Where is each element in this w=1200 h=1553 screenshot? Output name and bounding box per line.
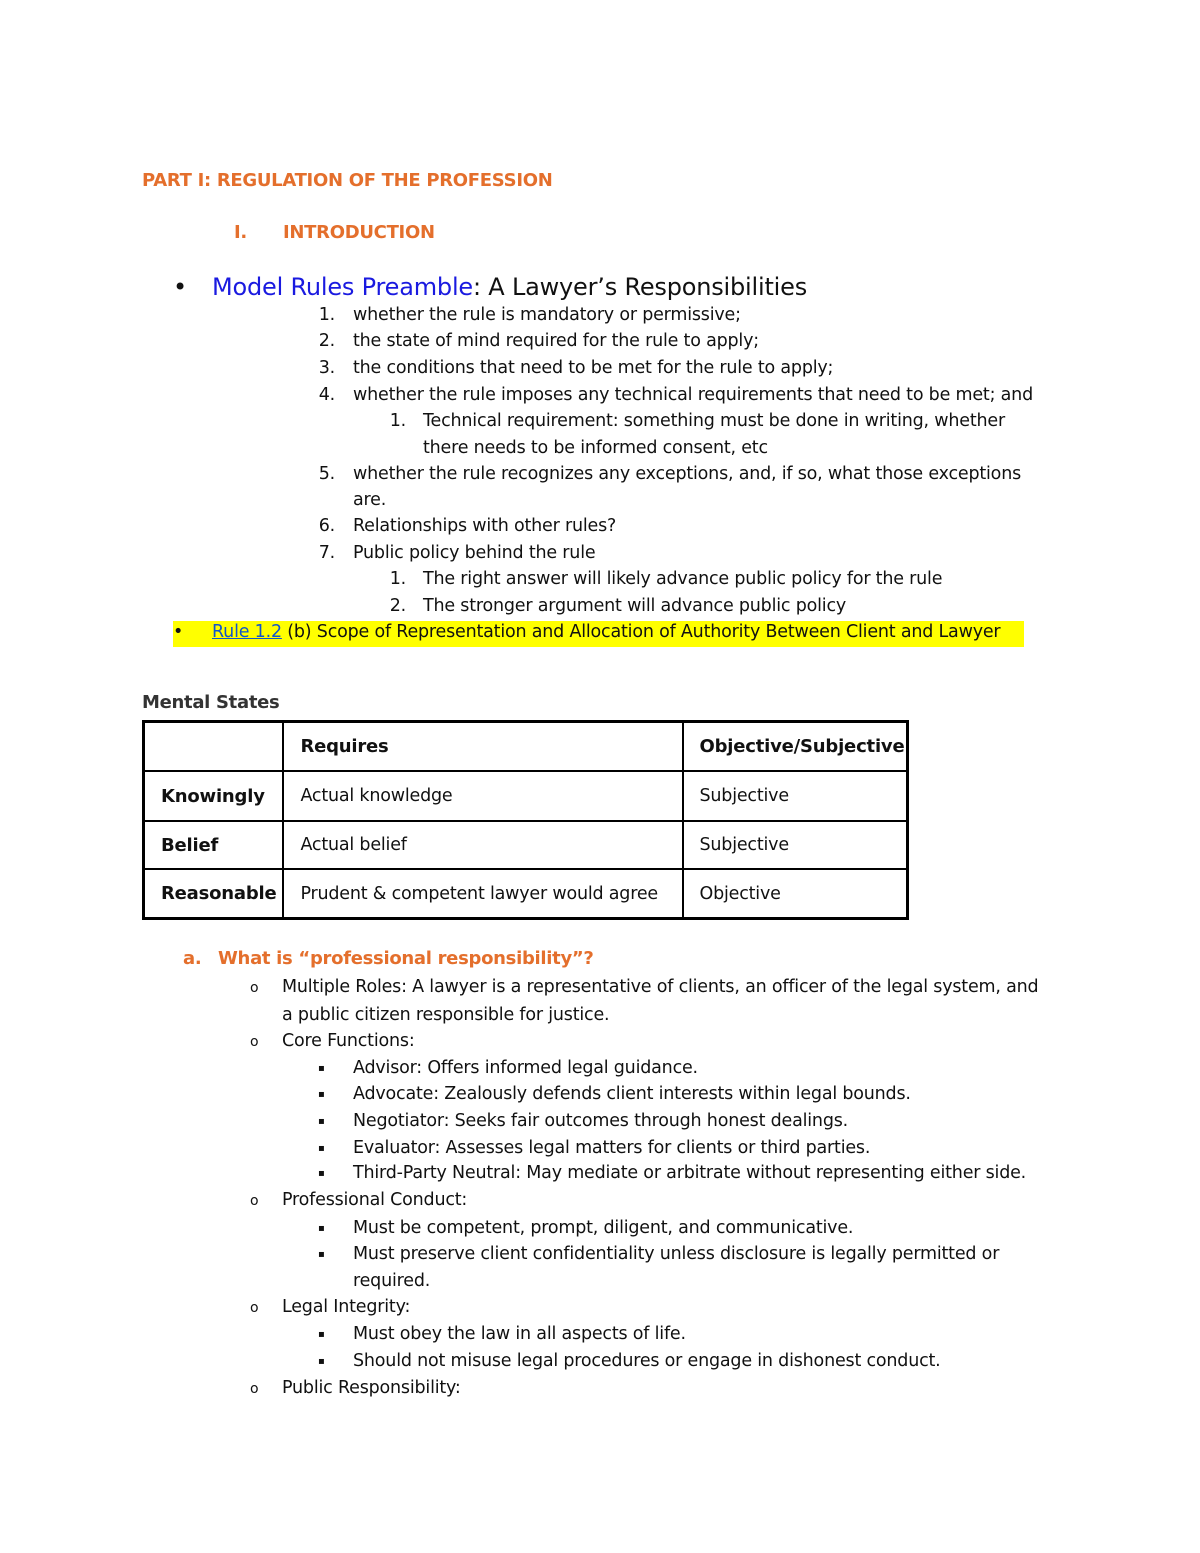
- list-number: 2.: [389, 596, 406, 616]
- bullet-dot: •: [173, 273, 187, 301]
- list-item: The right answer will likely advance public policy for the rule: [423, 569, 943, 589]
- section-title: INTRODUCTION: [283, 222, 435, 243]
- subsection-title: What is “professional responsibility”?: [218, 948, 594, 969]
- list-item: Relationships with other rules?: [353, 516, 617, 536]
- list-number: 2.: [318, 331, 335, 351]
- square-bullet: ▪: [318, 1223, 325, 1234]
- square-bullet: ▪: [318, 1168, 325, 1179]
- list-item-continuation: required.: [353, 1271, 431, 1291]
- list-item: Advisor: Offers informed legal guidance.: [353, 1058, 698, 1078]
- list-item-continuation: are.: [353, 490, 387, 510]
- list-item: the state of mind required for the rule to apply;: [353, 331, 759, 351]
- legal-integrity-label: Legal Integrity:: [282, 1297, 411, 1317]
- list-item: Public policy behind the rule: [353, 543, 596, 563]
- rule-description: (b) Scope of Representation and Allocation of Authority Between Client and Lawyer: [281, 622, 1001, 642]
- preamble-link[interactable]: Model Rules Preamble: [212, 273, 473, 301]
- multiple-roles-continuation: a public citizen responsible for justice.: [282, 1005, 610, 1025]
- table-cell: Actual belief: [283, 821, 682, 869]
- row-label: Belief: [144, 821, 284, 869]
- list-item: the conditions that need to be met for the rule to apply;: [353, 358, 834, 378]
- list-item: Should not misuse legal procedures or engage in dishonest conduct.: [353, 1351, 941, 1371]
- square-bullet: ▪: [318, 1329, 325, 1340]
- row-label: Knowingly: [144, 771, 284, 821]
- list-item: The stronger argument will advance public policy: [423, 596, 847, 616]
- table-header-row: [144, 722, 908, 772]
- mental-states-heading: Mental States: [142, 692, 280, 713]
- table-row: [144, 771, 908, 821]
- table-cell: Prudent & competent lawyer would agree: [283, 869, 682, 919]
- table-cell: Subjective: [683, 771, 908, 821]
- circle-bullet: o: [250, 1381, 259, 1397]
- circle-bullet: o: [250, 980, 259, 996]
- list-item: Negotiator: Seeks fair outcomes through honest dealings.: [353, 1111, 849, 1131]
- list-item: Must obey the law in all aspects of life.: [353, 1324, 686, 1344]
- table-header-cell: Objective/Subjective: [683, 722, 908, 772]
- list-item: whether the rule is mandatory or permissive;: [353, 305, 741, 325]
- table-cell: Actual knowledge: [283, 771, 682, 821]
- list-number: 5.: [318, 464, 335, 484]
- section-numeral: I.: [234, 222, 247, 243]
- list-number: 6.: [318, 516, 335, 536]
- multiple-roles-text: Multiple Roles: A lawyer is a representative of clients, an officer of the legal system, and: [282, 977, 1039, 997]
- list-item: Must be competent, prompt, diligent, and communicative.: [353, 1218, 854, 1238]
- list-number: 1.: [318, 305, 335, 325]
- square-bullet: ▪: [318, 1063, 325, 1074]
- list-item: Third-Party Neutral: May mediate or arbitrate without representing either side.: [353, 1163, 1027, 1183]
- rule-bullet-text: [212, 622, 1000, 642]
- preamble-heading: [212, 273, 807, 301]
- subsection-letter: a.: [183, 948, 202, 969]
- professional-conduct-label: Professional Conduct:: [282, 1190, 468, 1210]
- mental-states-table: [142, 720, 909, 920]
- table-header-cell: Requires: [283, 722, 682, 772]
- table-row: [144, 869, 908, 919]
- table-cell: Objective: [683, 869, 908, 919]
- list-number: 1.: [389, 411, 406, 431]
- table-cell: Subjective: [683, 821, 908, 869]
- public-responsibility-label: Public Responsibility:: [282, 1378, 461, 1398]
- circle-bullet: o: [250, 1034, 259, 1050]
- square-bullet: ▪: [318, 1143, 325, 1154]
- list-number: 4.: [318, 385, 335, 405]
- square-bullet: ▪: [318, 1249, 325, 1260]
- list-item: Technical requirement: something must be done in writing, whether: [423, 411, 1005, 431]
- rule-link[interactable]: Rule 1.2: [212, 622, 282, 642]
- part-title: PART I: REGULATION OF THE PROFESSION: [142, 170, 553, 191]
- list-number: 3.: [318, 358, 335, 378]
- circle-bullet: o: [250, 1300, 259, 1316]
- list-item: whether the rule imposes any technical requirements that need to be met; and: [353, 385, 1033, 405]
- table-row: [144, 821, 908, 869]
- square-bullet: ▪: [318, 1089, 325, 1100]
- circle-bullet: o: [250, 1193, 259, 1209]
- list-item: Evaluator: Assesses legal matters for clients or third parties.: [353, 1138, 871, 1158]
- list-number: 1.: [389, 569, 406, 589]
- list-number: 7.: [318, 543, 335, 563]
- list-item: whether the rule recognizes any exceptions, and, if so, what those exceptions: [353, 464, 1021, 484]
- preamble-heading-rest: : A Lawyer’s Responsibilities: [472, 273, 808, 301]
- list-item-continuation: there needs to be informed consent, etc: [423, 438, 768, 458]
- square-bullet: ▪: [318, 1356, 325, 1367]
- core-functions-label: Core Functions:: [282, 1031, 415, 1051]
- square-bullet: ▪: [318, 1116, 325, 1127]
- list-item: Must preserve client confidentiality unless disclosure is legally permitted or: [353, 1244, 1000, 1264]
- list-item: Advocate: Zealously defends client interests within legal bounds.: [353, 1084, 911, 1104]
- table-header-cell: [144, 722, 284, 772]
- bullet-dot: •: [173, 622, 184, 642]
- row-label: Reasonable: [144, 869, 284, 919]
